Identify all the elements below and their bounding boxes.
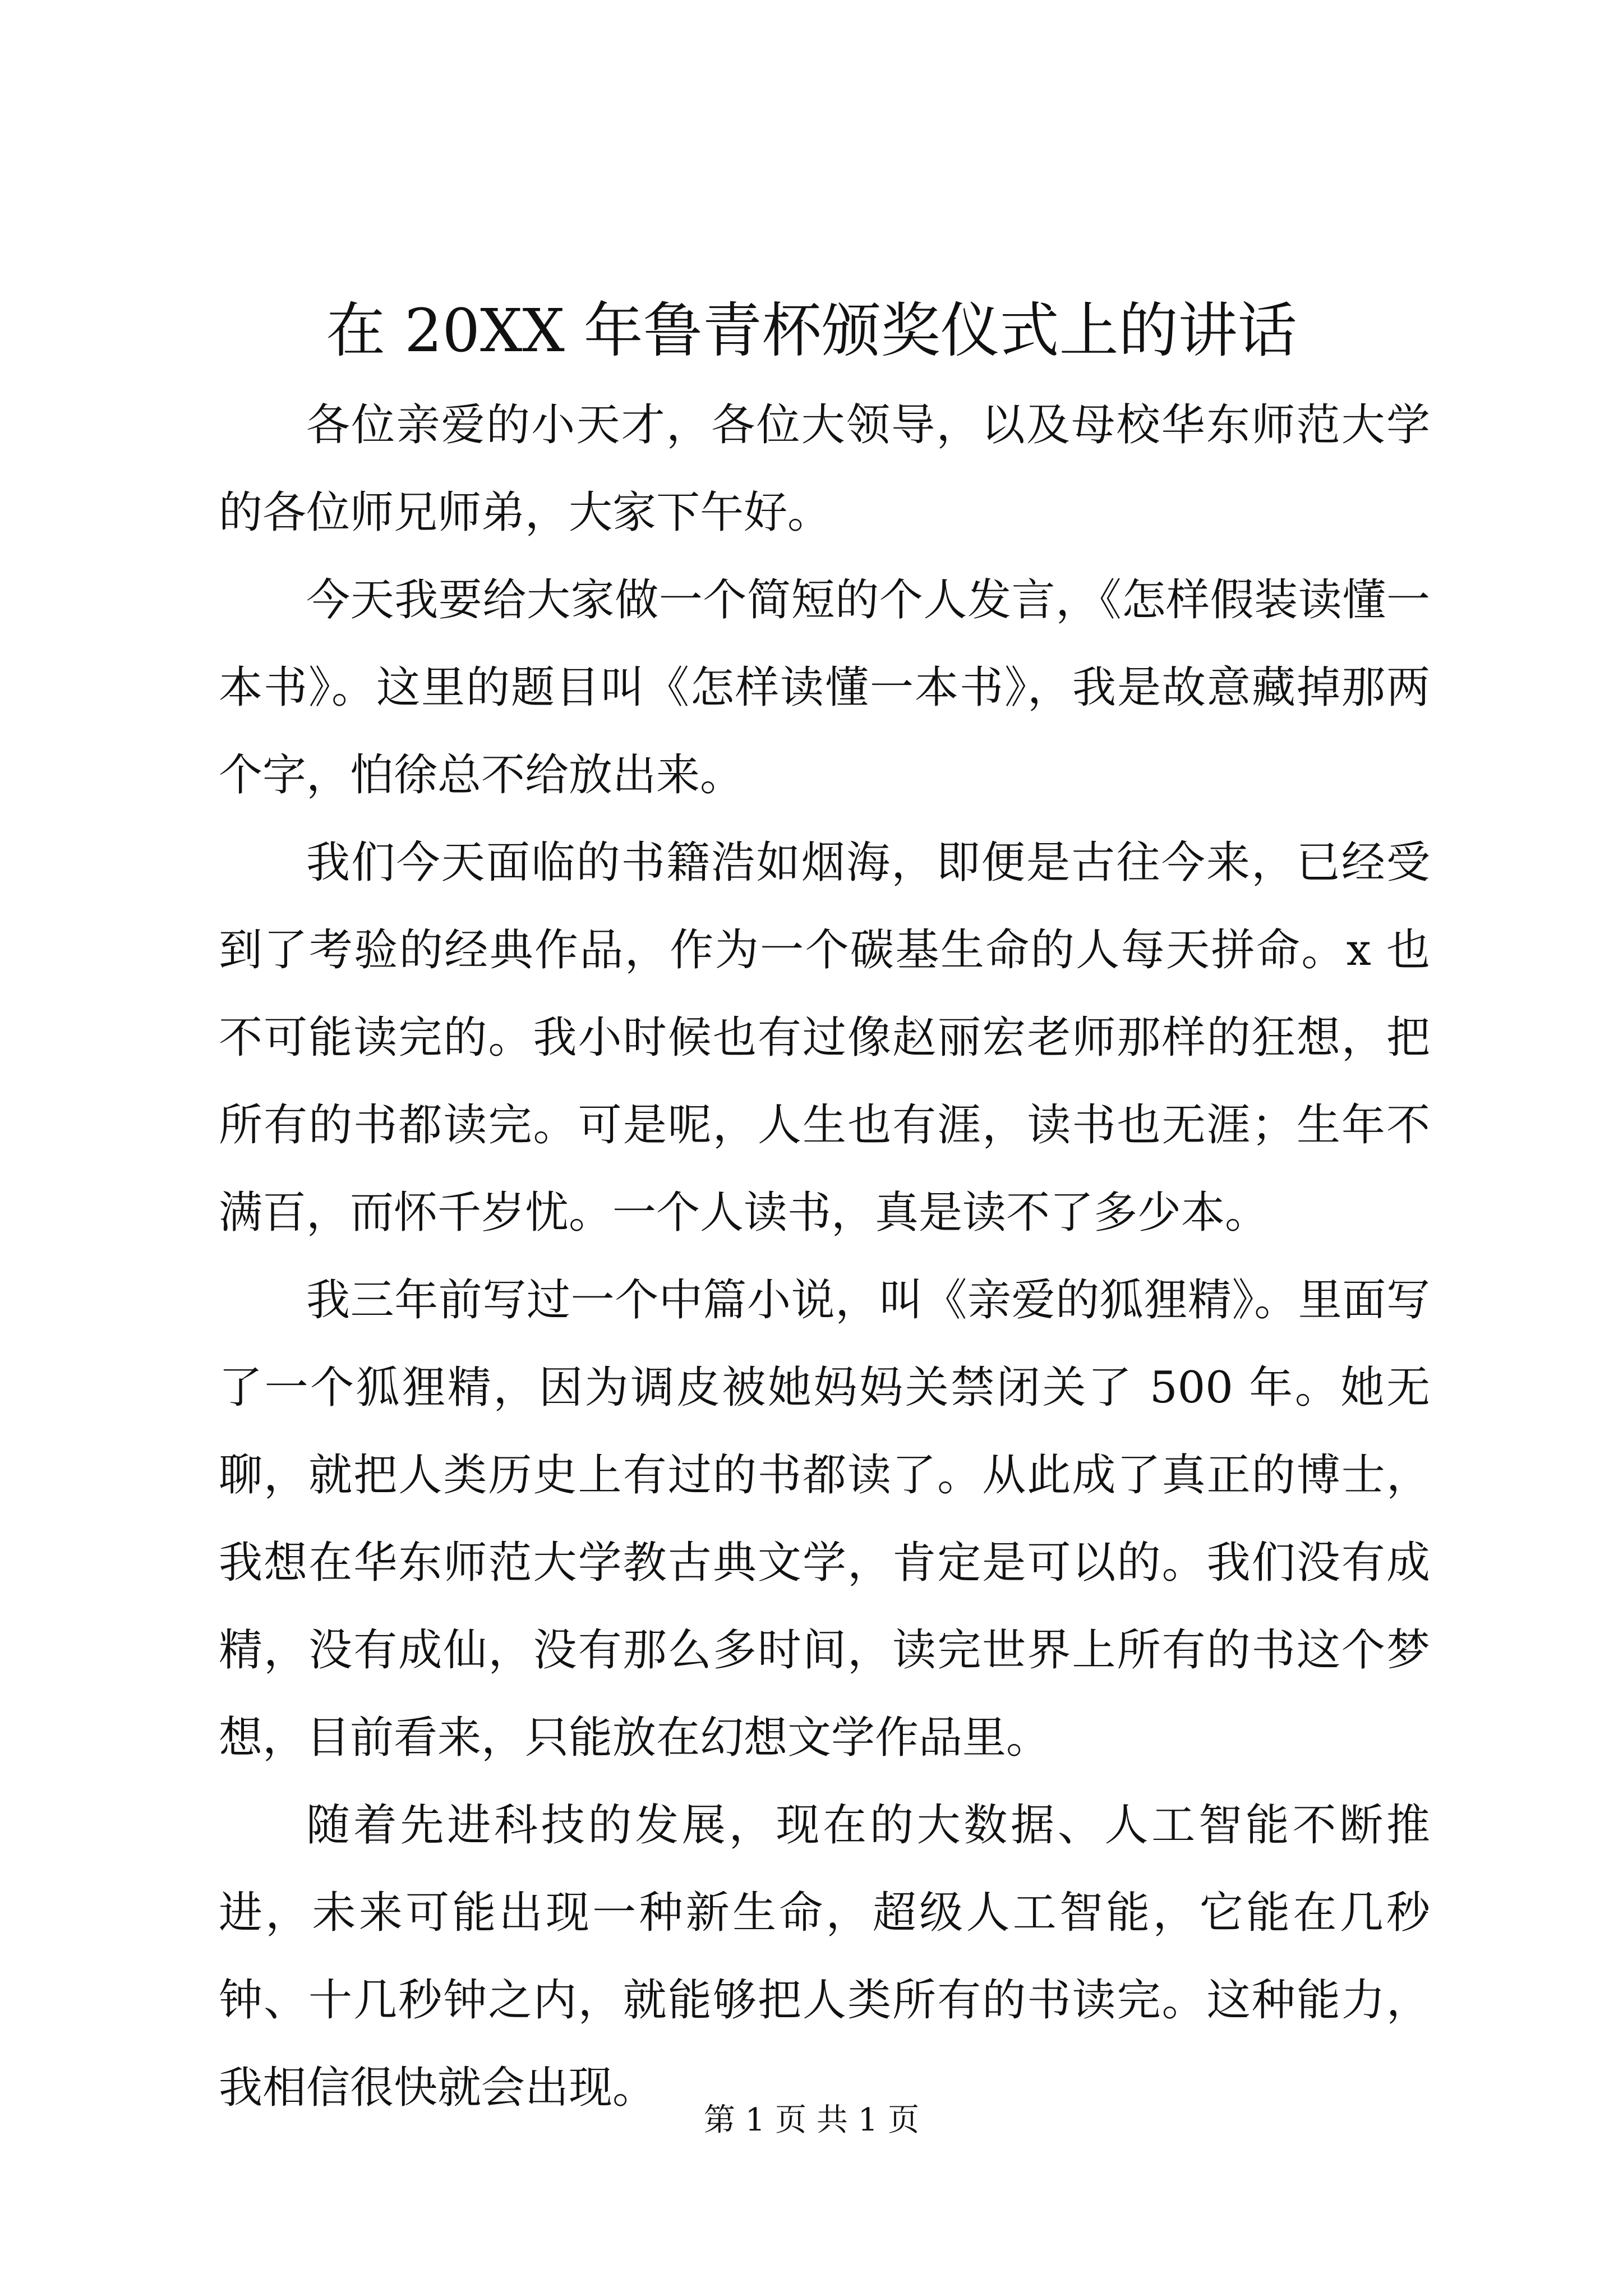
document-body: [219, 381, 1430, 2132]
paragraph: 各位亲爱的小天才，各位大领导，以及母校华东师范大学的各位师兄师弟，大家下午好。: [219, 400, 1430, 538]
page-footer: 第 1 页 共 1 页: [703, 2102, 920, 2138]
document-title: 在 20XX 年鲁青杯颁奖仪式上的讲话: [326, 296, 1297, 365]
paragraph: 我们今天面临的书籍浩如烟海，即便是古往今来，已经受到了考验的经典作品，作为一个碳基生命的人每天拼命。x 也不可能读完的。我小时候也有过像赵丽宏老师那样的狂想，把所有的书都读完。可是呢，人生也有涯，读书也无涯；生年不满百，而怀千岁忧。一个人读书，真是读不了多少本。: [219, 838, 1430, 1238]
paragraph: 今天我要给大家做一个简短的个人发言，《怎样假装读懂一本书》。这里的题目叫《怎样读懂一本书》，我是故意藏掉那两个字，怕徐总不给放出来。: [219, 575, 1430, 800]
paragraph: 我三年前写过一个中篇小说，叫《亲爱的狐狸精》。里面写了一个狐狸精，因为调皮被她妈妈关禁闭关了 500 年。她无聊，就把人类历史上有过的书都读了。从此成了真正的博士，我想在华东师范大学教古典文学，肯定是可以的。我们没有成精，没有成仙，没有那么多时间，读完世界上所有的书这个梦想，目前看来，只能放在幻想文学作品里。: [219, 1275, 1430, 1763]
paragraph: 随着先进科技的发展，现在的大数据、人工智能不断推进，未来可能出现一种新生命，超级人工智能，它能在几秒钟、十几秒钟之内，就能够把人类所有的书读完。这种能力，我相信很快就会出现。: [219, 1800, 1430, 2113]
